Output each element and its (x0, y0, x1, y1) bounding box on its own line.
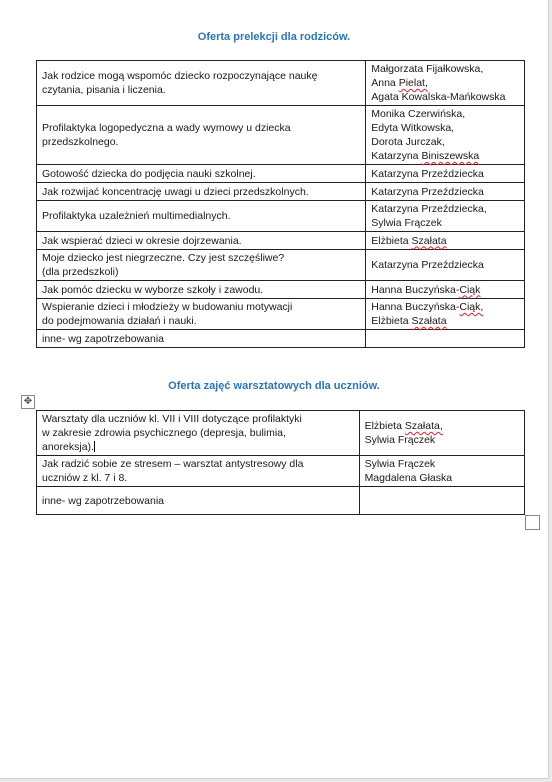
topic-cell[interactable] (37, 61, 366, 106)
speaker-cell[interactable] (366, 330, 525, 348)
student-workshops-table[interactable] (36, 410, 525, 515)
speaker-name: Edyta Witkowska, (371, 122, 455, 134)
speaker-cell[interactable] (366, 281, 525, 299)
topic-cell[interactable] (37, 456, 360, 487)
speaker-name: Elżbieta Szałata (371, 315, 447, 327)
topic-cell[interactable] (37, 299, 366, 330)
topic-cell[interactable] (37, 232, 366, 250)
speaker-name: Magdalena Głaska (364, 472, 453, 484)
table-row (37, 106, 525, 165)
table-row (37, 61, 525, 106)
speaker-name: Hanna Buczyńska-Ciąk, (371, 301, 484, 313)
table-row (37, 250, 525, 281)
speaker-name: Sylwia Frączek (364, 458, 436, 470)
speaker-cell[interactable] (359, 487, 524, 515)
topic-line: (dla przedszkoli) (42, 266, 119, 278)
speaker-name: Sylwia Frączek (364, 434, 436, 446)
section2-title: Oferta zajęć warsztatowych dla uczniów. (168, 380, 380, 392)
speaker-name: Elżbieta Szałata, (364, 420, 443, 432)
speaker-name: Hanna Buczyńska-Ciąk (371, 283, 481, 296)
topic-line: Gotowość dziecka do podjęcia nauki szkolnej. (42, 167, 256, 180)
topic-line: Jak radzić sobie ze stresem – warsztat antystresowy dla (42, 458, 304, 470)
topic-line: przedszkolnego. (42, 136, 119, 148)
speaker-name: Małgorzata Fijałkowska, (371, 63, 484, 75)
table-row (37, 330, 525, 348)
speaker-cell[interactable] (366, 232, 525, 250)
speaker-name: Katarzyna Przeździecka (371, 167, 484, 180)
parent-lectures-table[interactable] (36, 60, 525, 348)
speaker-name: Anna Pielat, (371, 77, 428, 89)
table-row (37, 456, 525, 487)
topic-line: inne- wg zapotrzebowania (42, 494, 164, 507)
speaker-cell[interactable] (359, 456, 524, 487)
topic-line: czytania, pisania i liczenia. (42, 84, 166, 96)
topic-line: Jak wspierać dzieci w okresie dojrzewania. (42, 234, 242, 247)
topic-line: Wspieranie dzieci i młodzieży w budowaniu motywacji (42, 301, 293, 313)
speaker-cell[interactable] (359, 411, 524, 456)
topic-line: Jak pomóc dziecku w wyborze szkoły i zawodu. (42, 283, 264, 296)
table-row (37, 411, 525, 456)
table-row (37, 487, 525, 515)
speaker-name: Katarzyna Przeździecka (371, 259, 484, 271)
speaker-cell[interactable] (366, 201, 525, 232)
topic-cell[interactable] (37, 183, 366, 201)
speaker-cell[interactable] (366, 106, 525, 165)
speaker-name: Sylwia Frączek (371, 217, 442, 229)
speaker-cell[interactable] (366, 299, 525, 330)
speaker-name: Katarzyna Biniszewska (371, 150, 480, 162)
speaker-name: Dorota Jurczak, (371, 136, 445, 148)
topic-cell[interactable] (37, 330, 366, 348)
speaker-cell[interactable] (366, 165, 525, 183)
topic-line: Profilaktyka logopedyczna a wady wymowy u dziecka (42, 122, 291, 134)
speaker-cell[interactable] (366, 61, 525, 106)
topic-cell[interactable] (37, 487, 360, 515)
topic-line: Warsztaty dla uczniów kl. VII i VIII dotyczące profilaktyki (42, 413, 302, 425)
speaker-cell[interactable] (366, 183, 525, 201)
topic-cell[interactable] (37, 165, 366, 183)
topic-line: anoreksja). (42, 441, 94, 453)
speaker-name: Katarzyna Przeździecka (371, 185, 484, 198)
topic-cell[interactable] (37, 106, 366, 165)
topic-line: inne- wg zapotrzebowania (42, 332, 164, 345)
topic-line: Jak rodzice mogą wspomóc dziecko rozpoczynające naukę (42, 70, 318, 82)
speaker-name: Agata Kowalska-Mańkowska (371, 91, 506, 103)
topic-line: uczniów z kl. 7 i 8. (42, 472, 128, 484)
table-move-icon[interactable]: ✥ (21, 395, 35, 409)
speaker-name: Katarzyna Przeździecka, (371, 203, 487, 215)
table-resize-icon[interactable] (525, 515, 540, 530)
text-cursor (94, 441, 95, 452)
topic-line: Jak rozwijać koncentrację uwagi u dzieci przedszkolnych. (42, 185, 309, 198)
table-row (37, 183, 525, 201)
table-row (37, 232, 525, 250)
topic-cell[interactable] (37, 201, 366, 232)
speaker-name: Elżbieta Szałata (371, 234, 447, 247)
table-row (37, 299, 525, 330)
topic-line: Moje dziecko jest niegrzeczne. Czy jest szczęśliwe? (42, 252, 285, 264)
table-row (37, 165, 525, 183)
topic-cell[interactable] (37, 281, 366, 299)
topic-line: w zakresie zdrowia psychicznego (depresja, bulimia, (42, 427, 286, 439)
table-row (37, 201, 525, 232)
topic-cell[interactable] (37, 250, 366, 281)
topic-line: Profilaktyka uzależnień multimedialnych. (42, 210, 231, 222)
topic-cell[interactable] (37, 411, 360, 456)
speaker-cell[interactable] (366, 250, 525, 281)
table-row (37, 281, 525, 299)
section1-title: Oferta prelekcji dla rodziców. (197, 31, 351, 43)
topic-line: do podejmowania działań i nauki. (42, 315, 197, 327)
speaker-name: Monika Czerwińska, (371, 108, 466, 120)
